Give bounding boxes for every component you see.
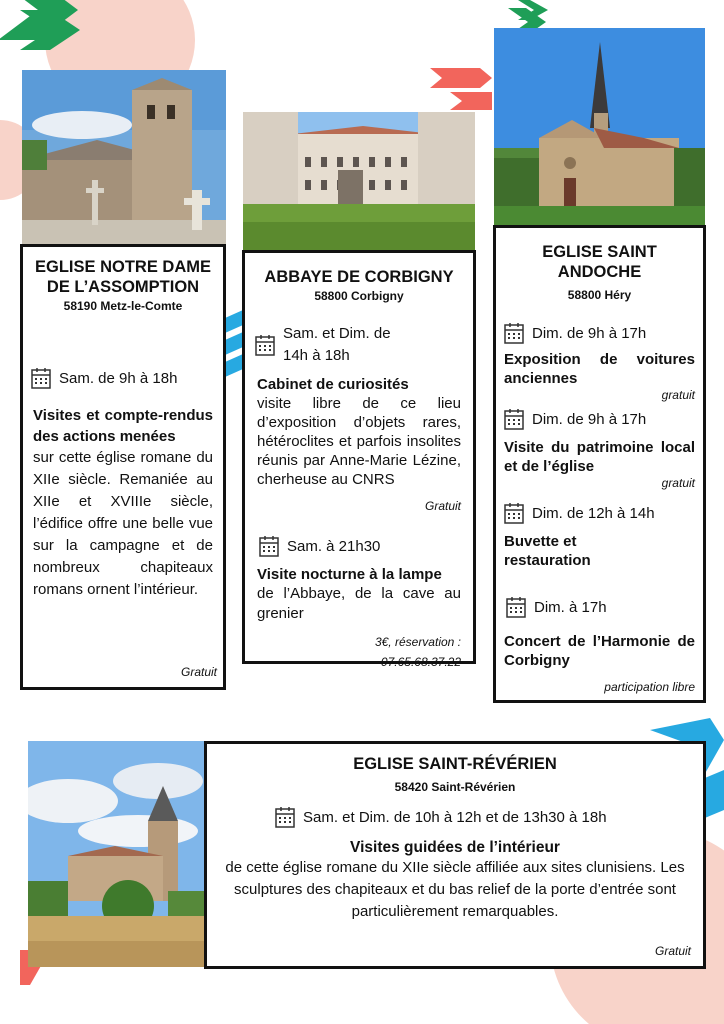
event-block bbox=[257, 375, 461, 513]
card-reverien bbox=[204, 741, 706, 969]
schedule-row bbox=[504, 408, 646, 430]
event-title: Cabinet de curiosités bbox=[257, 376, 409, 393]
schedule-text: Sam. et Dim. de 14h à 18h bbox=[283, 325, 391, 364]
event-block bbox=[221, 838, 689, 923]
postal-address: 58420 Saint-Révérien bbox=[394, 780, 516, 794]
card-title: EGLISE NOTRE DAME DE L’ASSOMPTION bbox=[34, 258, 211, 296]
price-note: gratuit bbox=[661, 476, 695, 490]
schedule-text: Dim. de 9h à 17h bbox=[532, 410, 647, 428]
event-description: visite libre de ce lieu d’exposition d’objets rares, hétéroclites et parfois insolites réunis par Anne-Marie Lézine, cherheuse au CNRS bbox=[257, 395, 461, 488]
schedule-row bbox=[504, 502, 655, 524]
calendar-icon bbox=[504, 322, 524, 344]
event-block bbox=[504, 438, 695, 490]
calendar-icon bbox=[504, 408, 524, 430]
church-photo-reverien bbox=[28, 741, 206, 967]
price-note: gratuit bbox=[661, 388, 695, 402]
schedule-text: Sam. et Dim. de 10h à 12h et de 13h30 à 18h bbox=[303, 808, 607, 826]
event-title: Visites guidées de l’intérieur bbox=[350, 839, 560, 856]
card-title: EGLISE SAINT-RÉVÉRIEN bbox=[353, 755, 557, 773]
event-title: Concert de l’Harmonie de Corbigny bbox=[504, 633, 695, 669]
price-note: Gratuit bbox=[180, 665, 217, 679]
calendar-icon bbox=[255, 334, 275, 356]
event-title: Exposition de voitures anciennes bbox=[504, 351, 695, 387]
schedule-text: Sam. de 9h à 18h bbox=[59, 369, 178, 387]
schedule-row bbox=[275, 806, 607, 828]
calendar-icon bbox=[504, 502, 524, 524]
abbey-photo bbox=[243, 112, 475, 252]
calendar-icon bbox=[275, 806, 295, 828]
schedule-row bbox=[506, 596, 607, 618]
schedule-row bbox=[259, 535, 380, 557]
event-block bbox=[33, 405, 213, 601]
event-title: Buvette et restauration bbox=[504, 533, 591, 569]
event-title: Visites et compte-rendus des actions menées bbox=[33, 407, 213, 445]
event-block bbox=[257, 565, 461, 672]
event-title: Visite du patrimoine local et de l’église bbox=[504, 439, 695, 475]
event-title: Visite nocturne à la lampe bbox=[257, 566, 442, 583]
postal-address: 58800 Héry bbox=[567, 288, 632, 302]
schedule-text: Dim. de 12h à 14h bbox=[532, 504, 655, 522]
card-abbaye bbox=[242, 250, 476, 669]
church-photo-notre-dame bbox=[22, 70, 226, 246]
event-description: de cette église romane du XIIe siècle affiliée aux sites clunisiens. Les sculptures des chapiteaux et du bas relief de la porte d’entrée sont particulièrement remarquables. bbox=[225, 859, 685, 920]
price-note: Gratuit bbox=[424, 499, 461, 513]
postal-address: 58190 Metz-le-Comte bbox=[63, 299, 183, 313]
card-andoche bbox=[493, 225, 706, 703]
event-description: de l’Abbaye, de la cave au grenier bbox=[257, 585, 461, 622]
price-note: participation libre bbox=[604, 680, 695, 694]
schedule-text: Dim. de 9h à 17h bbox=[532, 324, 647, 342]
calendar-icon bbox=[259, 535, 279, 557]
price-note: Gratuit bbox=[654, 944, 691, 958]
card-notre-dame bbox=[20, 244, 226, 690]
calendar-icon bbox=[31, 367, 51, 389]
calendar-icon bbox=[506, 596, 526, 618]
church-photo-andoche bbox=[494, 28, 705, 227]
postal-address: 58800 Corbigny bbox=[314, 289, 404, 303]
schedule-text: Sam. à 21h30 bbox=[287, 537, 381, 555]
card-title: EGLISE SAINT ANDOCHE bbox=[542, 243, 657, 281]
event-block bbox=[504, 350, 695, 402]
schedule-text: Dim. à 17h bbox=[534, 598, 607, 616]
schedule-row bbox=[504, 322, 646, 344]
schedule-row bbox=[255, 323, 425, 367]
schedule-row bbox=[31, 367, 177, 389]
card-title: ABBAYE DE CORBIGNY bbox=[264, 268, 454, 286]
event-description: sur cette église romane du XIIe siècle. Remaniée au XIIe et XVIIIe siècle, l’édifice offre une belle vue sur la campagne et de nombreux chapiteaux romans ornent l’intérieur. bbox=[33, 449, 213, 598]
price-note: 3€, réservation : 07.65.68.37.22 bbox=[374, 635, 461, 669]
